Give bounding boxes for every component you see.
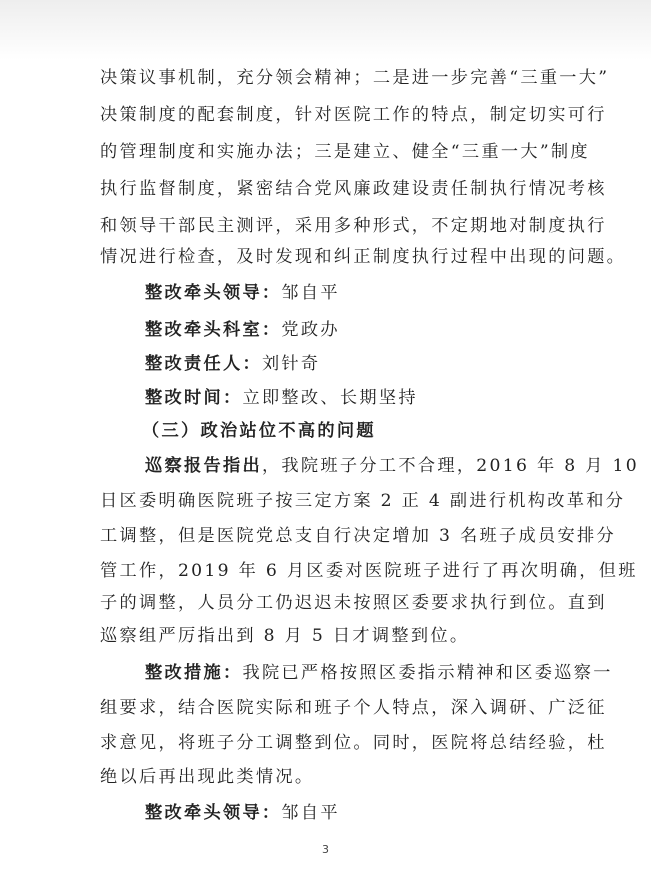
field-label: 整改责任人： [145,354,262,374]
rectification-owner [0,353,651,375]
paragraph-line: 工调整，但是医院党总支自行决定增加 3 名班子成员安排分 [100,526,616,546]
measures-text: 我院已严格按照区委指示精神和区委巡察一 [242,663,613,683]
rectification-leader [0,282,651,304]
measures-lead: 整改措施： [145,663,243,683]
field-value: 党政办 [281,320,340,340]
paragraph-line: 情况进行检查，及时发现和纠正制度执行过程中出现的问题。 [100,247,627,267]
rectification-time [0,387,651,409]
field-value: 邹自平 [281,803,340,823]
paragraph-line: 和领导干部民主测评，采用多种形式，不定期地对制度执行 [100,216,607,236]
paragraph-line: 求意见，将班子分工调整到位。同时，医院将总结经验，杜 [100,733,607,753]
paragraph-line: 管工作，2019 年 6 月区委对医院班子进行了再次明确，但班 [100,561,638,581]
rectification-department [0,319,651,341]
field-value: 立即整改、长期坚持 [242,388,418,408]
paragraph-line: 的管理制度和实施办法；三是建立、健全“三重一大”制度 [100,142,590,162]
paragraph-line [0,455,651,477]
paragraph-line: 子的调整，人员分工仍迟迟未按照区委要求执行到位。直到 [100,593,607,613]
section-heading: （三）政治站位不高的问题 [142,421,376,441]
finding-text: ，我院班子分工不合理，2016 年 8 月 10 [261,456,639,476]
paragraph-line: 执行监督制度，紧密结合党风廉政建设责任制执行情况考核 [100,179,607,199]
paragraph-line: 绝以后再出现此类情况。 [100,767,315,787]
rectification-leader [0,802,651,824]
field-label: 整改时间： [145,388,243,408]
paragraph-line: 日区委明确医院班子按三定方案 2 正 4 副进行机构改革和分 [100,491,626,511]
field-value: 邹自平 [281,283,340,303]
page-number: 3 [322,843,329,856]
paragraph-line: 决策制度的配套制度，针对医院工作的特点，制定切实可行 [100,105,607,125]
field-label: 整改牵头领导： [145,283,282,303]
paragraph-line [0,662,651,684]
field-value: 刘针奇 [261,354,321,374]
paragraph-line: 组要求，结合医院实际和班子个人特点，深入调研、广泛征 [100,698,607,718]
field-label: 整改牵头科室： [145,320,282,340]
finding-lead: 巡察报告指出 [145,456,262,476]
paragraph-line: 巡察组严厉指出到 8 月 5 日才调整到位。 [100,626,470,646]
paragraph-line: 决策议事机制，充分领会精神；二是进一步完善“三重一大” [100,68,610,88]
field-label: 整改牵头领导： [145,803,282,823]
